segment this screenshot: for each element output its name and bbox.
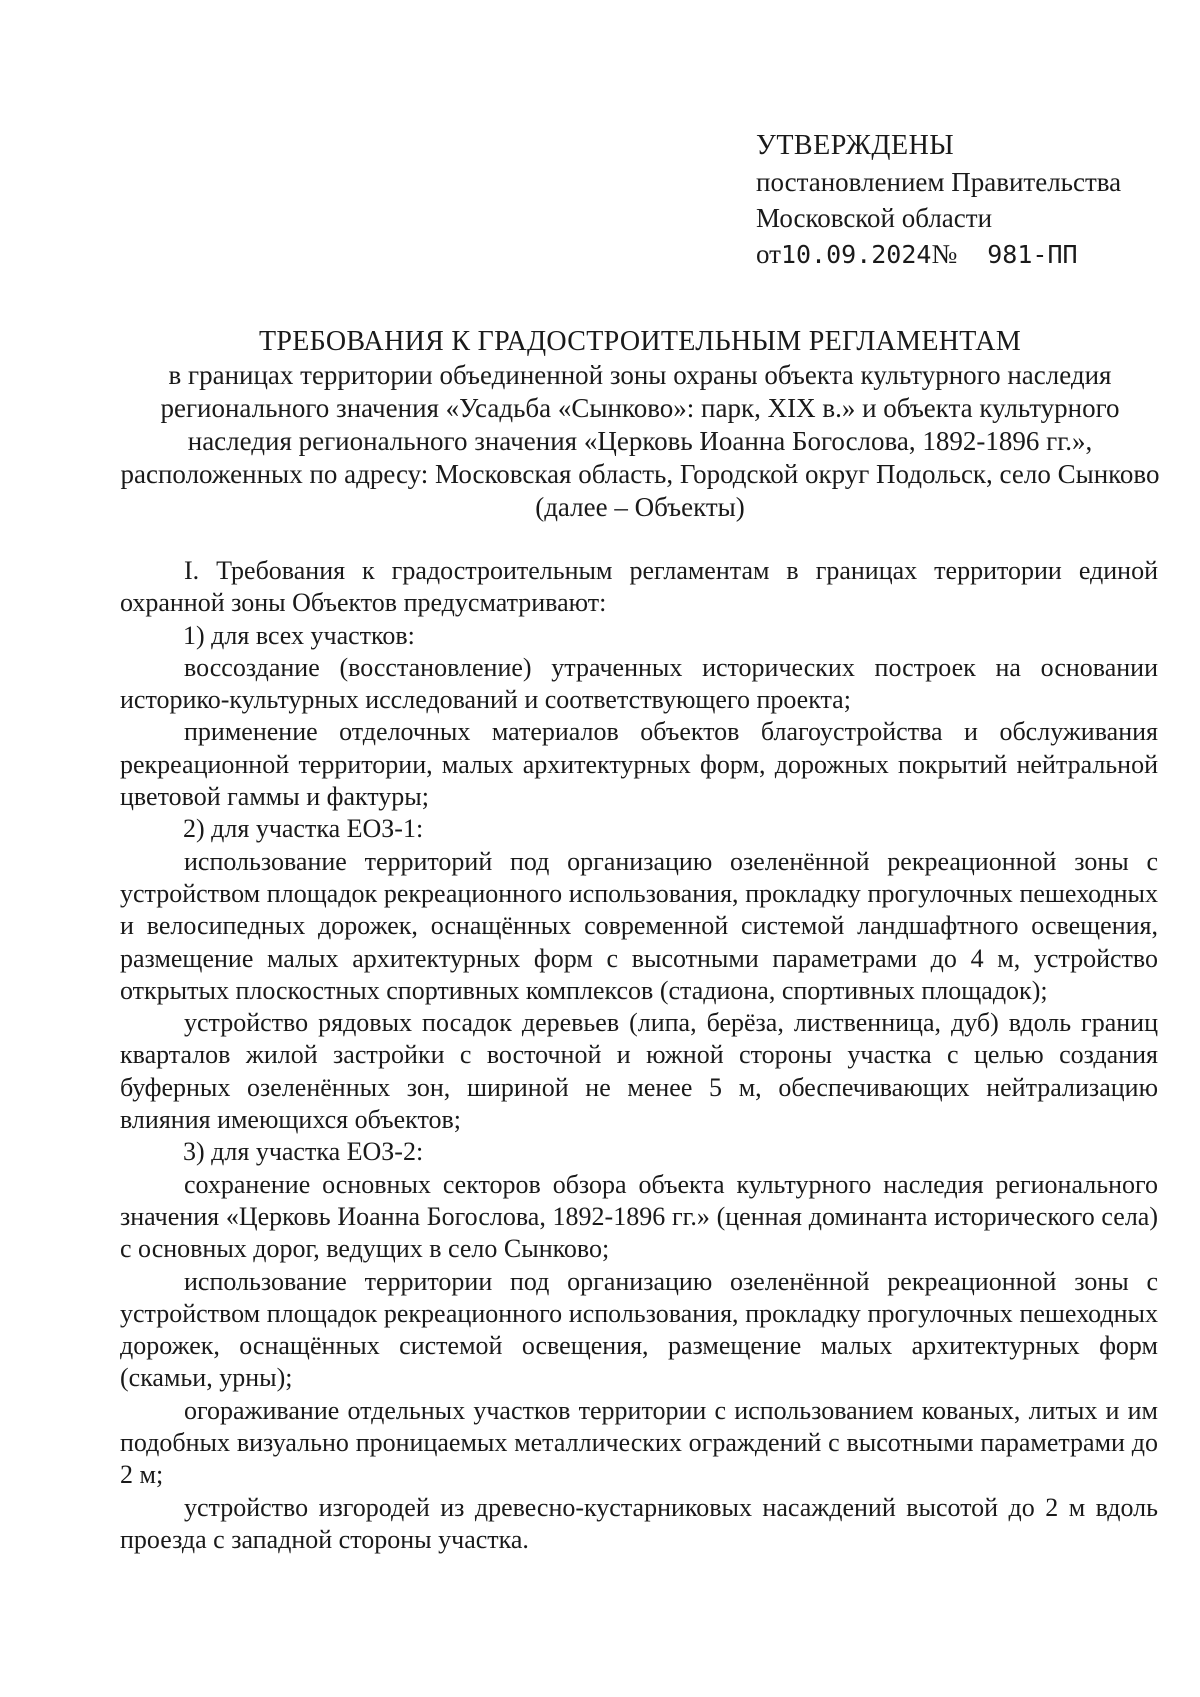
approval-number-sign: №	[931, 239, 958, 269]
document-title-block	[120, 325, 1160, 524]
section1-paragraph: воссоздание (восстановление) утраченных исторических построек на основании историко-культурных исследований и соответствующего проекта;	[120, 652, 1158, 715]
approval-date-number-line	[756, 236, 1156, 273]
section3-paragraph: огораживание отдельных участков территории с использованием кованых, литых и им подобных визуально проницаемых металлических ограждений с высотными параметрами до 2 м;	[120, 1395, 1158, 1490]
section2-paragraph: использование территорий под организацию озеленённой рекреационной зоны с устройством площадок рекреационного использования, прокладку прогулочных пешеходных и велосипедных дорожек, оснащённых современной системой ландшафтного освещения, размещение малых архитектурных форм с высотными параметрами до 4 м, устройство открытых плоскостных спортивных комплексов (стадиона, спортивных площадок);	[120, 846, 1158, 1005]
section1-paragraph: применение отделочных материалов объектов благоустройства и обслуживания рекреационной территории, малых архитектурных форм, дорожных покрытий нейтральной цветовой гаммы и фактуры;	[120, 717, 1158, 812]
approval-from-prefix: от	[756, 239, 781, 269]
approval-date: 10.09.2024	[780, 240, 932, 269]
approval-title: УТВЕРЖДЕНЫ	[756, 130, 955, 161]
section3-paragraph: устройство изгородей из древесно-кустарниковых насаждений высотой до 2 м вдоль проезда с западной стороны участка.	[120, 1492, 1158, 1554]
section-heading-eoz-1: 2) для участка ЕОЗ-1:	[183, 814, 424, 844]
body-intro-paragraph: I. Требования к градостроительным регламентам в границах территории единой охранной зоны Объектов предусматривают:	[120, 556, 1158, 618]
document-title: ТРЕБОВАНИЯ К ГРАДОСТРОИТЕЛЬНЫМ РЕГЛАМЕНТАМ	[258, 326, 1022, 357]
section-heading-eoz-2: 3) для участка ЕОЗ-2:	[183, 1137, 424, 1167]
approval-line-region: Московской области	[756, 203, 993, 233]
section3-paragraph: сохранение основных секторов обзора объекта культурного наследия регионального значения «Церковь Иоанна Богослова, 1892-1896 гг.» (ценная доминанта исторического села) с основных дорог, ведущих в село Сынково;	[120, 1169, 1158, 1264]
approval-stamp-block	[756, 128, 1156, 273]
document-body	[120, 555, 1158, 1556]
document-subtitle: в границах территории объединенной зоны охраны объекта культурного наследия регионального значения «Усадьба «Сынково»: парк, XIX в.» и объекта культурного наследия регионального значения «Церковь Иоанна Богослова, 1892-1896 гг.», расположенных по адресу: Московская область, Городской округ Подольск, село Сынково (далее – Объекты)	[120, 360, 1160, 522]
approval-number: 981-ПП	[987, 240, 1078, 269]
section-heading-all-plots: 1) для всех участков:	[183, 620, 415, 650]
approval-line-resolution: постановлением Правительства	[756, 167, 1122, 197]
section3-paragraph: использование территории под организацию озеленённой рекреационной зоны с устройством площадок рекреационного использования, прокладку прогулочных пешеходных дорожек, оснащённых системой освещения, размещение малых архитектурных форм (скамьи, урны);	[120, 1266, 1158, 1393]
section2-paragraph: устройство рядовых посадок деревьев (липа, берёза, лиственница, дуб) вдоль границ кварталов жилой застройки с восточной и южной стороны участка с целью создания буферных озеленённых зон, шириной не менее 5 м, обеспечивающих нейтрализацию влияния имеющихся объектов;	[120, 1008, 1158, 1135]
